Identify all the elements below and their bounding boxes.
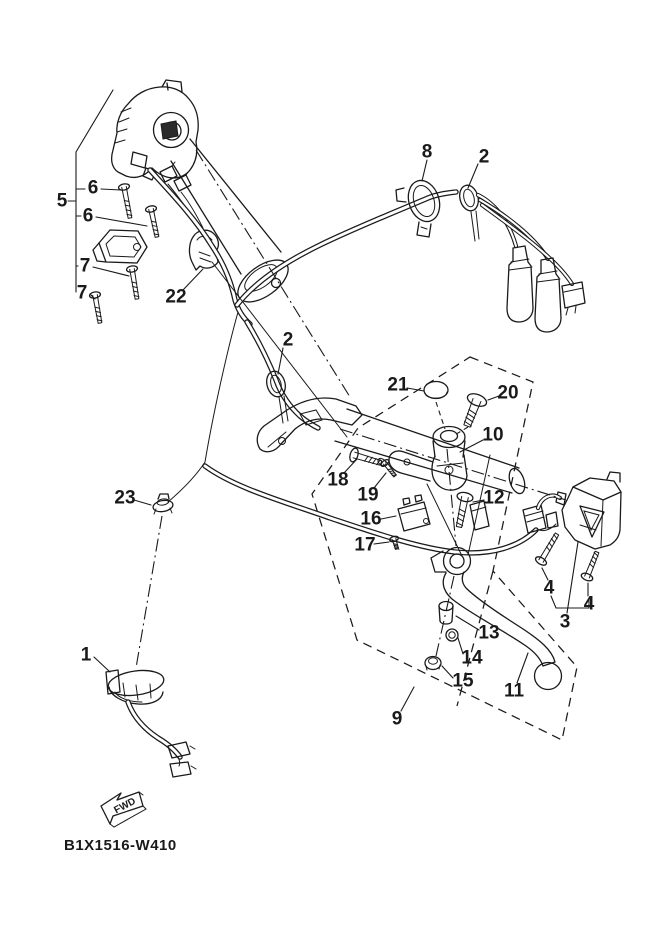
callout-label-1: 1 (80, 644, 92, 666)
callout-label-7: 7 (76, 282, 88, 304)
plug (160, 166, 177, 182)
right-switch-drawing (537, 472, 621, 549)
band-2-top-drawing (457, 183, 481, 241)
leader-line-8 (422, 160, 427, 181)
callout-label-16: 16 (360, 508, 382, 530)
leader-line-2 (468, 164, 478, 188)
callout-label-4: 4 (583, 593, 595, 615)
part-code-label: B1X1516-W410 (64, 837, 177, 854)
callout-label-8: 8 (421, 141, 433, 163)
callout-label-4: 4 (543, 577, 555, 599)
leader-line-2 (278, 348, 283, 374)
screw-drawing (89, 291, 102, 323)
callout-label-15: 15 (452, 670, 474, 692)
callout-label-5: 5 (56, 190, 68, 212)
callout-label-18: 18 (327, 469, 349, 491)
leader-line-11 (517, 653, 528, 683)
callout-label-21: 21 (387, 374, 409, 396)
callout-label-19: 19 (357, 484, 379, 506)
screw-drawing (118, 183, 132, 218)
knob-21-drawing (424, 382, 448, 399)
screw-drawing (145, 205, 159, 237)
connector (562, 282, 585, 308)
callout-label-17: 17 (354, 534, 376, 556)
callout-label-10: 10 (482, 424, 504, 446)
harness-top-drawing (150, 170, 585, 332)
connector-boot (507, 246, 533, 322)
clip-to-clamp-axis-line (136, 516, 162, 668)
leader-line-16 (381, 516, 396, 519)
fwd-label: FWD (112, 795, 138, 817)
connector-boot (535, 258, 561, 332)
leader-line-17 (374, 542, 389, 544)
callout-label-12: 12 (483, 487, 505, 509)
leader-line-15 (442, 666, 453, 678)
callout-label-11: 11 (503, 680, 525, 702)
holder-10-drawing (389, 427, 467, 491)
leader-line-7 (93, 267, 129, 276)
callout-label-23: 23 (114, 487, 136, 509)
leader-line-13 (456, 616, 479, 630)
leader-line-1 (94, 657, 110, 672)
callout-label-2: 2 (478, 146, 490, 168)
bushing-13-drawing (439, 602, 453, 625)
callout-label-14: 14 (461, 647, 483, 669)
callout-label-22: 22 (165, 286, 187, 308)
leader-line-9 (401, 687, 414, 711)
callout-label-6: 6 (82, 205, 94, 227)
switch-16-drawing (398, 495, 430, 531)
callout-label-13: 13 (478, 622, 500, 644)
screw-drawing (580, 551, 599, 582)
callout-label-9: 9 (391, 708, 403, 730)
clamp-1-drawing (106, 667, 196, 777)
clip-23-drawing (152, 494, 174, 514)
callout-label-2: 2 (282, 329, 294, 351)
callout-label-20: 20 (497, 382, 519, 404)
callout-label-3: 3 (559, 611, 571, 633)
callout-label-6: 6 (87, 177, 99, 199)
plug (170, 762, 191, 777)
leader-line-3 (567, 542, 578, 613)
fork-axis-line (196, 150, 350, 397)
leader-line-23 (134, 500, 151, 505)
screw-drawing (126, 265, 139, 299)
leader-line-21 (407, 388, 424, 391)
screw-drawing (464, 391, 488, 427)
fwd-arrow-icon (101, 792, 146, 827)
nut-15-drawing (425, 657, 441, 671)
callout-label-7: 7 (79, 255, 91, 277)
oring-14-drawing (446, 629, 458, 641)
screw-drawing (380, 458, 396, 477)
screw-drawing (534, 533, 559, 567)
leader-line-6 (101, 189, 121, 190)
leader-line-6 (96, 217, 147, 226)
